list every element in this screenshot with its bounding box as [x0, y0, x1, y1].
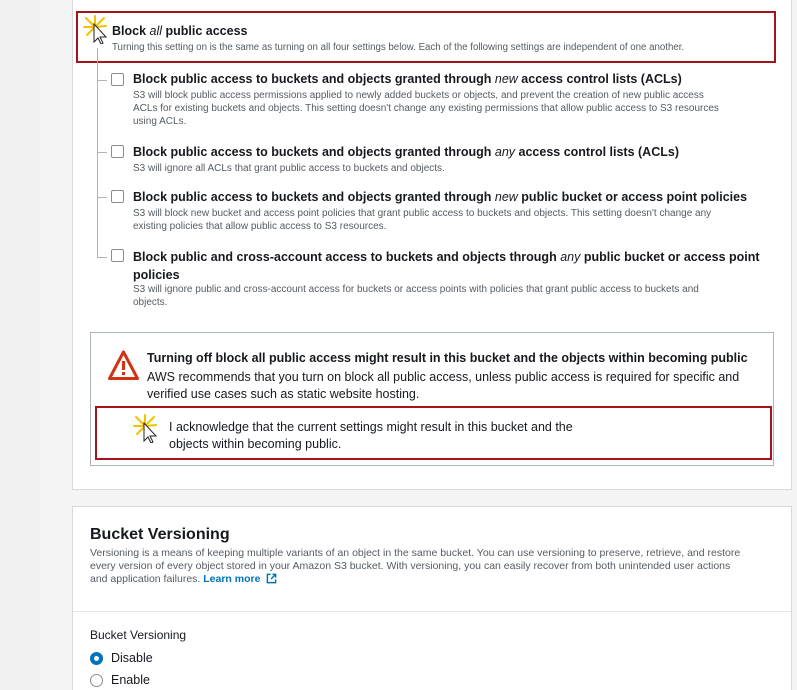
option-new-acls-desc: S3 will block public access permissions applied to newly added buckets or objects, and prevent the creation of new public access ACLs for existing buckets and objects. This setting doesn't change any existing permissions that allow public access to S3 resources using ACLs.: [133, 90, 719, 127]
checkbox-any-policies[interactable]: [111, 249, 124, 262]
option-any-acls-desc: S3 will ignore all ACLs that grant public access to buckets and objects.: [133, 163, 445, 174]
checkbox-new-acls[interactable]: [111, 73, 124, 86]
option-new-policies-title: Block public access to buckets and objects granted through new public bucket or access point policies: [133, 190, 748, 204]
click-cursor-icon: [132, 413, 162, 443]
radio-enable[interactable]: [90, 674, 103, 687]
acknowledge-checkbox-label[interactable]: I acknowledge that the current settings might result in this bucket and the objects within becoming public.: [169, 420, 573, 451]
radio-disable-label[interactable]: Disable: [111, 651, 153, 665]
block-all-description: Turning this setting on is the same as turning on all four settings below. Each of the following settings are independent of one another.: [112, 42, 685, 53]
option-any-policies-title: Block public and cross-account access to buckets and objects through any public bucket or access point policies: [133, 250, 760, 282]
warning-title: Turning off block all public access might result in this bucket and the objects within becoming public: [147, 351, 748, 365]
highlight-acknowledge: [95, 406, 772, 460]
warning-text: AWS recommends that you turn on block all public access, unless public access is required for specific and verified use cases such as static website hosting.: [147, 370, 740, 401]
checkbox-any-acls[interactable]: [111, 145, 124, 158]
learn-more-link[interactable]: Learn more: [203, 573, 261, 585]
block-all-label[interactable]: Block all public access: [112, 24, 248, 38]
option-new-acls-title: Block public access to buckets and objects granted through new access control lists (ACLs): [133, 72, 682, 86]
warning-icon: [108, 350, 139, 381]
option-any-acls-title: Block public access to buckets and objects granted through any access control lists (ACLs): [133, 145, 679, 159]
left-gutter: [0, 0, 40, 690]
option-any-policies-desc: S3 will ignore public and cross-account access for buckets or access points with policies that grant public access to buckets and objects.: [133, 284, 699, 308]
bucket-versioning-desc: Versioning is a means of keeping multiple variants of an object in the same bucket. You can use versioning to preserve, retrieve, and restore every version of every object stored in your Amazon S3 bucket. With versioning, you can easily recover from both unintended user actions and application failures. Learn more: [90, 547, 741, 585]
bucket-versioning-title: Bucket Versioning: [90, 526, 230, 543]
radio-disable[interactable]: [90, 652, 103, 665]
bucket-versioning-field-label: Bucket Versioning: [90, 628, 187, 642]
checkbox-new-policies[interactable]: [111, 190, 124, 203]
external-link-icon: [266, 573, 277, 584]
radio-enable-label[interactable]: Enable: [111, 673, 150, 687]
click-cursor-icon: [82, 14, 112, 44]
option-new-policies-desc: S3 will block new bucket and access point policies that grant public access to buckets and objects. This setting doesn't change any existing policies that allow public access to S3 resources.: [133, 208, 712, 232]
highlight-block-all: [76, 11, 776, 63]
